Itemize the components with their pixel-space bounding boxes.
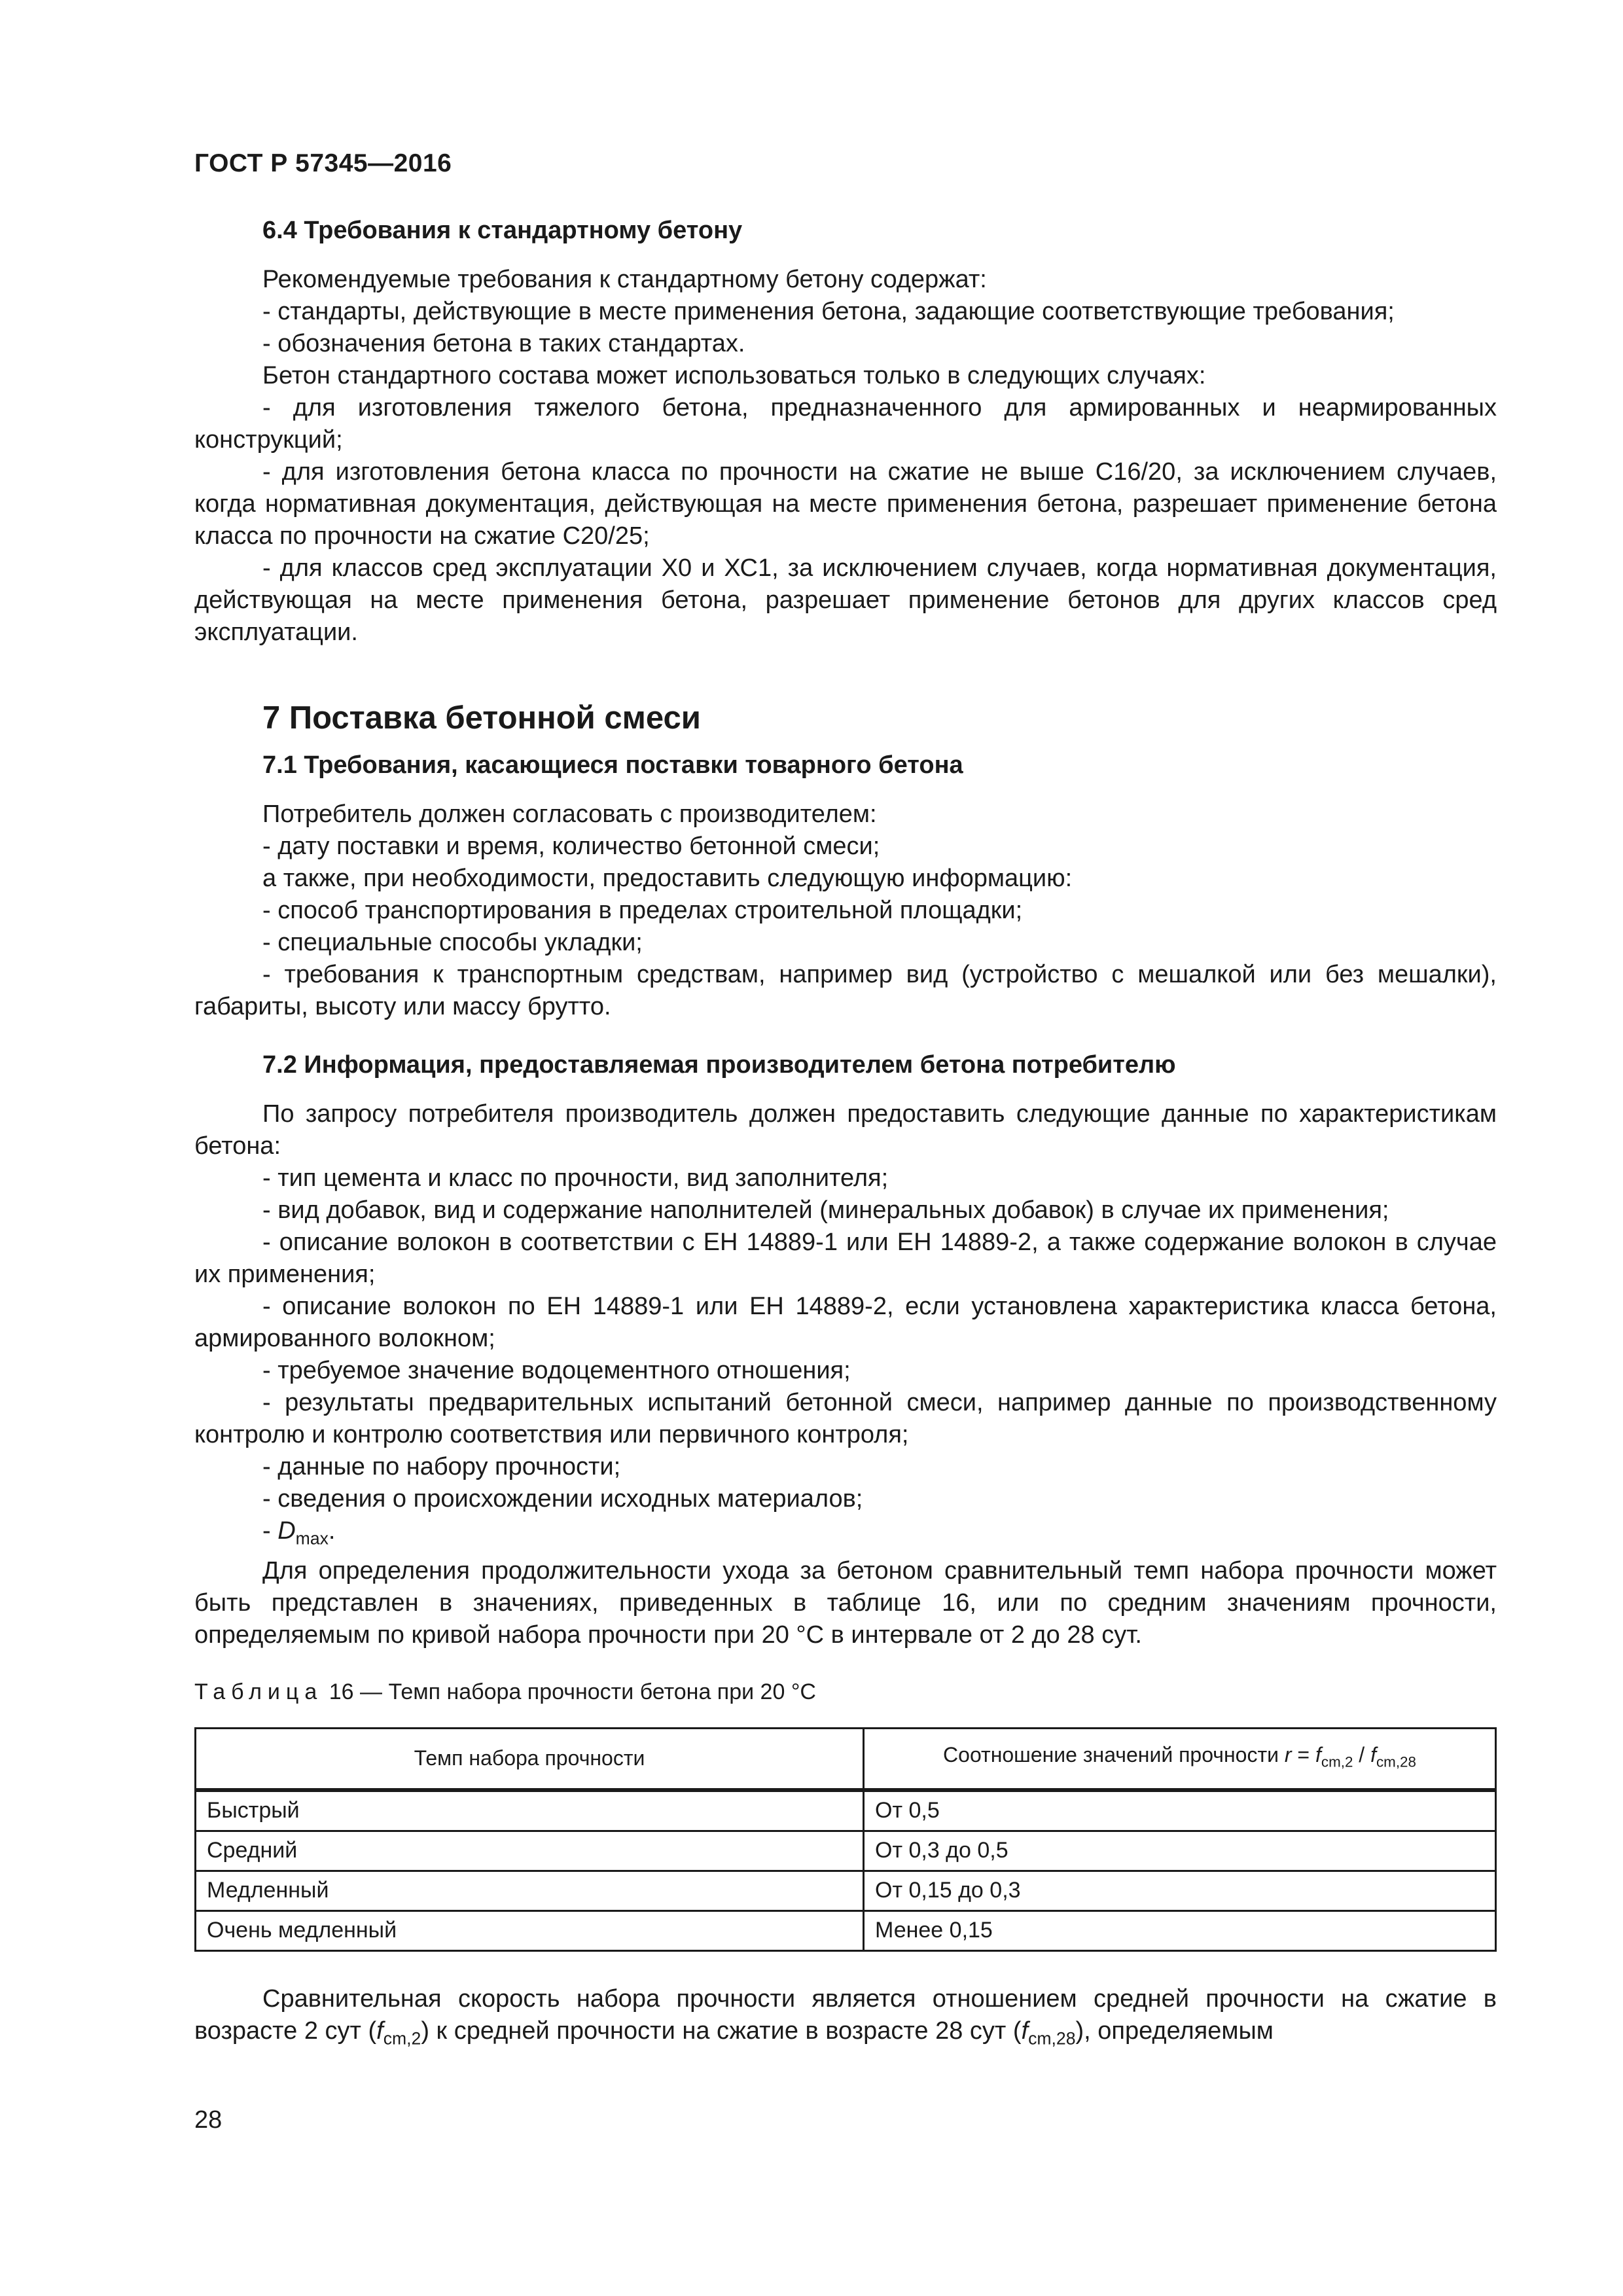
list-item: - для классов сред эксплуатации Х0 и ХС1, за исключением случаев, когда нормативная документация, действующая на месте применения бетона, разрешает применение бетонов для других классов сред эксплуатации. [194,554,1497,646]
section-7-2-heading: 7.2 Информация, предоставляемая производителем бетона потребителю [262,1051,1176,1079]
paragraph: Для определения продолжительности ухода за бетоном сравнительный темп набора прочности может быть представлен в значениях, приведенных в таблице 16, или по средним значениям прочности, определяемым по кривой набора прочности при 20 °С в интервале от 2 до 28 сут. [194,1556,1497,1649]
list-item: - обозначения бетона в таких стандартах. [262,330,745,357]
rate-cell: Быстрый [196,1790,864,1831]
paragraph: Сравнительная скорость набора прочности является отношением средней прочности на сжатие в возрасте 2 сут $(f_{cm,2})$ к средней прочности на сжатие в возрасте 28 сут $(f_{cm,28})$, определяемым [194,1984,1497,2049]
section-6-4-heading: 6.4 Требования к стандартному бетону [262,217,743,244]
list-item: - данные по набору прочности; [262,1453,621,1480]
section-6-4-body [194,264,1497,649]
ratio-cell: От 0,5 [864,1790,1496,1831]
header-strength-rate: Темп набора прочности [196,1728,864,1790]
list-item: - способ транспортирования в пределах строительной площадки; [262,897,1023,924]
paragraph: Потребитель должен согласовать с производителем: [262,800,877,828]
after-table-body [194,1983,1497,2055]
page-number: 28 [194,2106,223,2134]
list-item: - специальные способы укладки; [262,929,643,956]
section-7-1-body [194,798,1497,1023]
rate-cell: Средний [196,1831,864,1871]
list-item: - требования к транспортным средствам, например вид (устройство с мешалкой или без мешалки), габариты, высоту или массу брутто. [194,961,1497,1020]
page-content [194,215,1497,2054]
table-row [196,1831,1496,1871]
ratio-cell: Менее 0,15 [864,1910,1496,1950]
section-7-heading: 7 Поставка бетонной смеси [262,700,701,736]
list-item: - описание волокон по ЕН 14889-1 или ЕН 14889-2, если установлена характеристика класса бетона, армированного волокном; [194,1293,1497,1352]
strength-gain-table [194,1727,1497,1952]
list-item: - описание волокон в соответствии с ЕН 14889-1 или ЕН 14889-2, а также содержание волокон в случае их применения; [194,1229,1497,1288]
table-row [196,1871,1496,1910]
paragraph: а также, при необходимости, предоставить следующую информацию: [262,865,1073,892]
table-row [196,1910,1496,1950]
list-item: - дату поставки и время, количество бетонной смеси; [262,833,880,860]
list-item: - для изготовления бетона класса по прочности на сжатие не выше С16/20, за исключением случаев, когда нормативная документация, действующая на месте применения бетона, разрешает применение бетона класса по прочности на сжатие С20/25; [194,458,1497,550]
rate-cell: Медленный [196,1871,864,1910]
list-item: - для изготовления тяжелого бетона, предназначенного для армированных и неармированных конструкций; [194,394,1497,454]
list-item: - вид добавок, вид и содержание наполнителей (минеральных добавок) в случае их применения; [262,1196,1389,1224]
section-7-1-heading: 7.1 Требования, касающиеся поставки товарного бетона [262,751,963,779]
list-item: - сведения о происхождении исходных материалов; [262,1485,863,1513]
ratio-cell: От 0,3 до 0,5 [864,1831,1496,1871]
paragraph: Рекомендуемые требования к стандартному бетону содержат: [262,266,987,293]
ratio-cell: От 0,15 до 0,3 [864,1871,1496,1910]
standard-designation: ГОСТ Р 57345—2016 [194,149,452,177]
list-item-dmax: - $D_{max}$. [262,1517,336,1549]
table-header-row [196,1728,1496,1790]
list-item: - результаты предварительных испытаний бетонной смеси, например данные по производственному контролю и контролю соответствия или первичного контроля; [194,1389,1497,1448]
paragraph: Бетон стандартного состава может использоваться только в следующих случаях: [262,362,1206,389]
list-item: - стандарты, действующие в месте применения бетона, задающие соответствующие требования; [262,298,1395,325]
list-item: - тип цемента и класс по прочности, вид заполнителя; [262,1164,889,1192]
rate-cell: Очень медленный [196,1910,864,1950]
section-7-2-body [194,1098,1497,1651]
dmax-symbol: D [277,1517,296,1545]
table-row [196,1790,1496,1831]
list-item: - требуемое значение водоцементного отношения; [262,1357,851,1384]
header-strength-ratio: Соотношение значений прочности $r = f_{cm,2} / f_{cm,28}$ [864,1728,1496,1790]
table-caption: Таблица 16 — Темп набора прочности бетона при 20 °С [194,1679,816,1704]
paragraph: По запросу потребителя производитель должен предоставить следующие данные по характеристикам бетона: [194,1100,1497,1160]
